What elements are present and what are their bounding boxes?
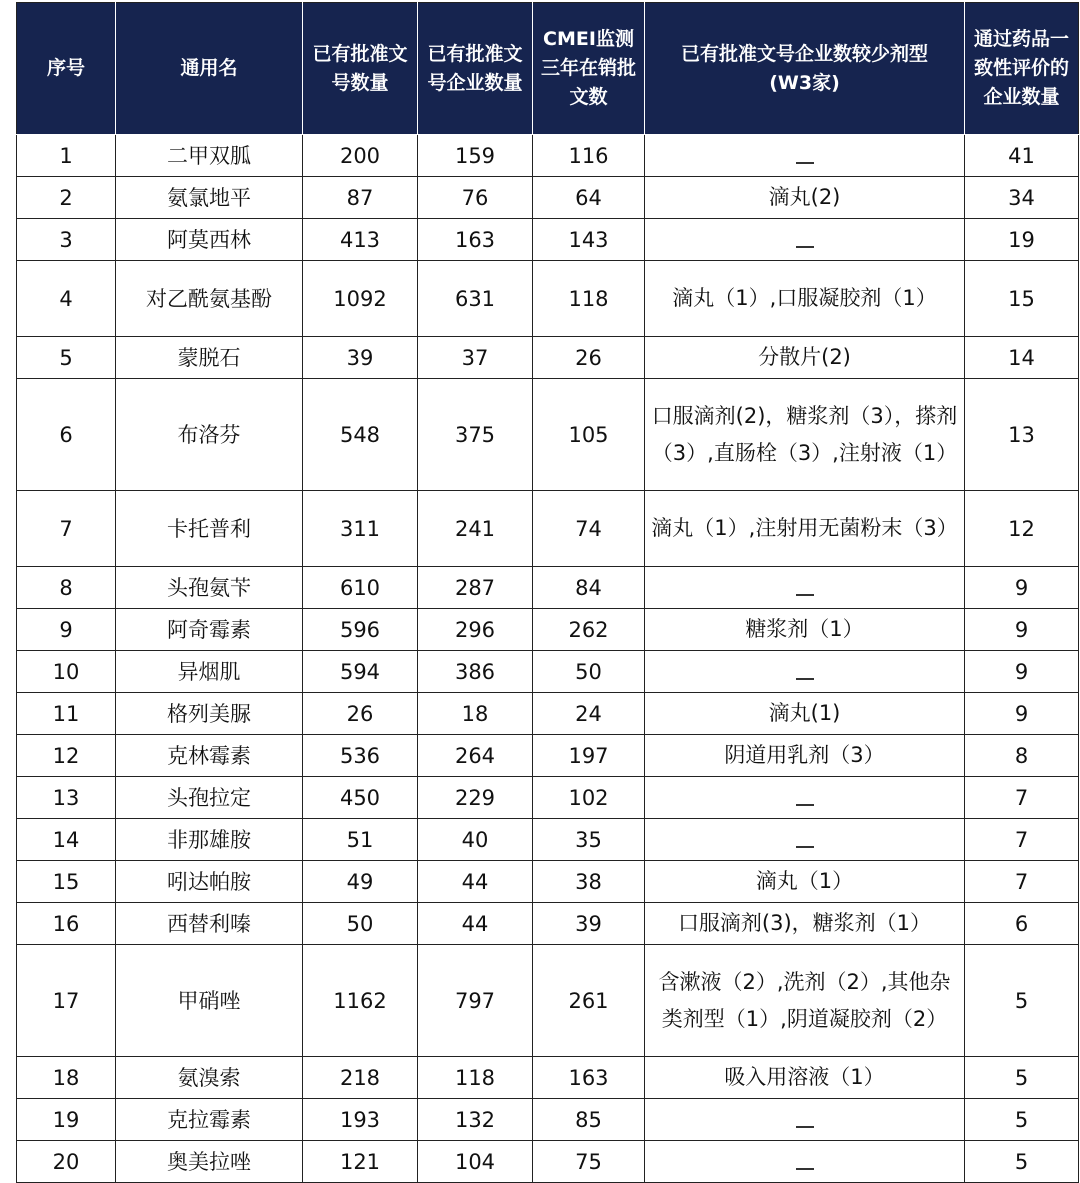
cell-cmei: 64 [533, 177, 645, 219]
cell-name: 对乙酰氨基酚 [116, 261, 303, 337]
cell-cmei: 26 [533, 337, 645, 379]
cell-approval: 1162 [303, 945, 418, 1057]
cell-companies: 229 [418, 777, 533, 819]
cell-cmei: 102 [533, 777, 645, 819]
cell-index: 13 [17, 777, 116, 819]
table-row [17, 1057, 1079, 1099]
table-row [17, 819, 1079, 861]
cell-consistency: 7 [965, 819, 1079, 861]
cell-approval: 594 [303, 651, 418, 693]
cell-companies: 386 [418, 651, 533, 693]
table-row [17, 567, 1079, 609]
cell-index: 19 [17, 1099, 116, 1141]
cell-approval: 610 [303, 567, 418, 609]
cell-index: 16 [17, 903, 116, 945]
cell-name: 阿奇霉素 [116, 609, 303, 651]
cell-companies: 76 [418, 177, 533, 219]
table-row [17, 693, 1079, 735]
cell-companies: 163 [418, 219, 533, 261]
cell-approval: 26 [303, 693, 418, 735]
table-row [17, 945, 1079, 1057]
cell-cmei: 24 [533, 693, 645, 735]
cell-dosage [645, 135, 965, 177]
cell-dosage [645, 219, 965, 261]
cell-companies: 44 [418, 861, 533, 903]
cell-index: 6 [17, 379, 116, 491]
cell-cmei: 143 [533, 219, 645, 261]
cell-index: 1 [17, 135, 116, 177]
cell-consistency: 41 [965, 135, 1079, 177]
cell-approval: 413 [303, 219, 418, 261]
cell-companies: 18 [418, 693, 533, 735]
cell-consistency: 9 [965, 651, 1079, 693]
cell-dosage: 吸入用溶液（1） [645, 1057, 965, 1099]
cell-consistency: 9 [965, 567, 1079, 609]
table-row [17, 651, 1079, 693]
cell-consistency: 5 [965, 1141, 1079, 1183]
empty-dash-mark [796, 162, 814, 164]
cell-cmei: 261 [533, 945, 645, 1057]
table-body [17, 135, 1079, 1183]
cell-consistency: 6 [965, 903, 1079, 945]
cell-dosage: 阴道用乳剂（3） [645, 735, 965, 777]
cell-name: 蒙脱石 [116, 337, 303, 379]
cell-index: 18 [17, 1057, 116, 1099]
cell-approval: 51 [303, 819, 418, 861]
cell-consistency: 9 [965, 609, 1079, 651]
table-row [17, 1141, 1079, 1183]
cell-dosage [645, 819, 965, 861]
cell-approval: 87 [303, 177, 418, 219]
header-cmei: CMEI监测 三年在销批 文数 [533, 3, 645, 135]
cell-name: 卡托普利 [116, 491, 303, 567]
cell-consistency: 12 [965, 491, 1079, 567]
cell-name: 奥美拉唑 [116, 1141, 303, 1183]
cell-name: 克林霉素 [116, 735, 303, 777]
cell-approval: 311 [303, 491, 418, 567]
cell-companies: 104 [418, 1141, 533, 1183]
header-row [17, 3, 1079, 135]
cell-approval: 121 [303, 1141, 418, 1183]
cell-cmei: 35 [533, 819, 645, 861]
cell-consistency: 19 [965, 219, 1079, 261]
cell-dosage: 糖浆剂（1） [645, 609, 965, 651]
header-index: 序号 [17, 3, 116, 135]
cell-companies: 118 [418, 1057, 533, 1099]
empty-dash-mark [796, 1126, 814, 1128]
cell-dosage: 滴丸（1）,口服凝胶剂（1） [645, 261, 965, 337]
table-row [17, 777, 1079, 819]
cell-index: 2 [17, 177, 116, 219]
cell-companies: 296 [418, 609, 533, 651]
cell-approval: 548 [303, 379, 418, 491]
cell-dosage: 口服滴剂(3)，糖浆剂（1） [645, 903, 965, 945]
cell-index: 9 [17, 609, 116, 651]
cell-name: 阿莫西林 [116, 219, 303, 261]
cell-dosage [645, 567, 965, 609]
cell-dosage [645, 1141, 965, 1183]
cell-consistency: 5 [965, 1057, 1079, 1099]
cell-name: 氨氯地平 [116, 177, 303, 219]
cell-consistency: 5 [965, 945, 1079, 1057]
cell-dosage [645, 651, 965, 693]
cell-name: 吲达帕胺 [116, 861, 303, 903]
cell-companies: 40 [418, 819, 533, 861]
table-row [17, 135, 1079, 177]
cell-index: 15 [17, 861, 116, 903]
cell-companies: 37 [418, 337, 533, 379]
cell-cmei: 197 [533, 735, 645, 777]
table-row [17, 491, 1079, 567]
cell-index: 12 [17, 735, 116, 777]
header-name: 通用名 [116, 3, 303, 135]
cell-index: 20 [17, 1141, 116, 1183]
cell-cmei: 105 [533, 379, 645, 491]
table-row [17, 609, 1079, 651]
cell-dosage: 滴丸(1) [645, 693, 965, 735]
drug-table [16, 2, 1079, 1183]
cell-dosage: 分散片(2) [645, 337, 965, 379]
cell-dosage [645, 1099, 965, 1141]
cell-consistency: 5 [965, 1099, 1079, 1141]
cell-dosage: 含漱液（2）,洗剂（2）,其他杂类剂型（1）,阴道凝胶剂（2） [645, 945, 965, 1057]
table-row [17, 379, 1079, 491]
table-row [17, 1099, 1079, 1141]
empty-dash-mark [796, 846, 814, 848]
cell-companies: 287 [418, 567, 533, 609]
cell-consistency: 15 [965, 261, 1079, 337]
cell-approval: 218 [303, 1057, 418, 1099]
cell-companies: 132 [418, 1099, 533, 1141]
cell-cmei: 50 [533, 651, 645, 693]
empty-dash-mark [796, 1168, 814, 1170]
cell-cmei: 163 [533, 1057, 645, 1099]
table-row [17, 177, 1079, 219]
cell-consistency: 14 [965, 337, 1079, 379]
table-row [17, 261, 1079, 337]
cell-consistency: 9 [965, 693, 1079, 735]
cell-name: 二甲双胍 [116, 135, 303, 177]
cell-index: 8 [17, 567, 116, 609]
table-row [17, 861, 1079, 903]
cell-index: 4 [17, 261, 116, 337]
cell-index: 11 [17, 693, 116, 735]
cell-consistency: 8 [965, 735, 1079, 777]
cell-approval: 200 [303, 135, 418, 177]
cell-dosage: 口服滴剂(2)，糖浆剂（3），搽剂（3）,直肠栓（3）,注射液（1） [645, 379, 965, 491]
header-company-count: 已有批准文 号企业数量 [418, 3, 533, 135]
cell-companies: 631 [418, 261, 533, 337]
empty-dash-mark [796, 678, 814, 680]
cell-cmei: 85 [533, 1099, 645, 1141]
table-row [17, 903, 1079, 945]
cell-index: 17 [17, 945, 116, 1057]
cell-companies: 375 [418, 379, 533, 491]
cell-approval: 50 [303, 903, 418, 945]
cell-approval: 49 [303, 861, 418, 903]
empty-dash-mark [796, 804, 814, 806]
cell-companies: 44 [418, 903, 533, 945]
cell-name: 格列美脲 [116, 693, 303, 735]
cell-dosage [645, 777, 965, 819]
empty-dash-mark [796, 246, 814, 248]
cell-companies: 159 [418, 135, 533, 177]
cell-approval: 536 [303, 735, 418, 777]
cell-consistency: 7 [965, 861, 1079, 903]
cell-index: 10 [17, 651, 116, 693]
cell-name: 西替利嗪 [116, 903, 303, 945]
cell-cmei: 38 [533, 861, 645, 903]
cell-index: 7 [17, 491, 116, 567]
table-row [17, 337, 1079, 379]
cell-cmei: 262 [533, 609, 645, 651]
cell-consistency: 34 [965, 177, 1079, 219]
cell-name: 克拉霉素 [116, 1099, 303, 1141]
cell-name: 氨溴索 [116, 1057, 303, 1099]
header-low-dosage: 已有批准文号企业数较少剂型 (W3家) [645, 3, 965, 135]
cell-name: 甲硝唑 [116, 945, 303, 1057]
cell-index: 14 [17, 819, 116, 861]
cell-approval: 596 [303, 609, 418, 651]
header-consistency: 通过药品一 致性评价的 企业数量 [965, 3, 1079, 135]
header-approval-count: 已有批准文 号数量 [303, 3, 418, 135]
cell-name: 非那雄胺 [116, 819, 303, 861]
cell-cmei: 84 [533, 567, 645, 609]
cell-cmei: 74 [533, 491, 645, 567]
cell-consistency: 13 [965, 379, 1079, 491]
cell-approval: 1092 [303, 261, 418, 337]
cell-dosage: 滴丸(2) [645, 177, 965, 219]
cell-companies: 264 [418, 735, 533, 777]
cell-name: 异烟肌 [116, 651, 303, 693]
cell-approval: 450 [303, 777, 418, 819]
empty-dash-mark [796, 594, 814, 596]
cell-name: 头孢氨苄 [116, 567, 303, 609]
cell-cmei: 75 [533, 1141, 645, 1183]
cell-companies: 797 [418, 945, 533, 1057]
cell-index: 5 [17, 337, 116, 379]
cell-index: 3 [17, 219, 116, 261]
cell-approval: 39 [303, 337, 418, 379]
cell-cmei: 118 [533, 261, 645, 337]
table-row [17, 219, 1079, 261]
cell-name: 头孢拉定 [116, 777, 303, 819]
cell-companies: 241 [418, 491, 533, 567]
cell-consistency: 7 [965, 777, 1079, 819]
cell-approval: 193 [303, 1099, 418, 1141]
cell-dosage: 滴丸（1） [645, 861, 965, 903]
cell-name: 布洛芬 [116, 379, 303, 491]
table-row [17, 735, 1079, 777]
cell-cmei: 116 [533, 135, 645, 177]
cell-dosage: 滴丸（1）,注射用无菌粉末（3） [645, 491, 965, 567]
cell-cmei: 39 [533, 903, 645, 945]
